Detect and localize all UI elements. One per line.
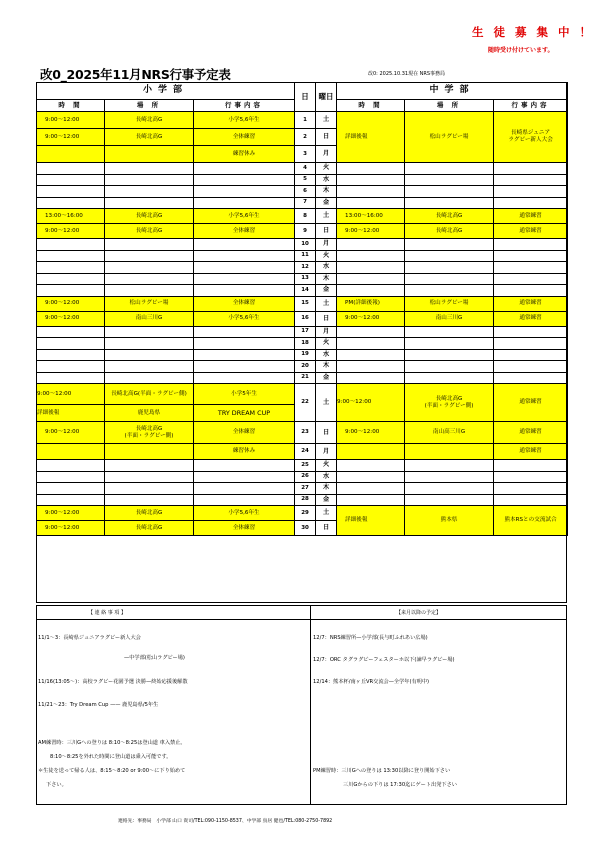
e-event-cell: 全体練習 bbox=[194, 422, 295, 444]
day-cell: 8 bbox=[295, 209, 316, 224]
weekday-cell: 水 bbox=[316, 471, 337, 483]
e-time-cell: 13:00～16:00 bbox=[37, 209, 105, 224]
note-line: 8:10～8:25を外れた時間に登山道は乗入可能です。 bbox=[50, 754, 172, 760]
junior-high-header: 中学部 bbox=[337, 83, 568, 100]
day-cell: 4 bbox=[295, 163, 316, 175]
e-event-cell: 小学5,6年生 bbox=[194, 209, 295, 224]
day-cell: 7 bbox=[295, 197, 316, 209]
weekday-header: 曜日 bbox=[316, 83, 337, 112]
e-place-cell: 長崎北高G bbox=[105, 209, 194, 224]
weekday-cell: 日 bbox=[316, 224, 337, 239]
cell-text: TRY DREAM CUP bbox=[217, 409, 271, 417]
e-time-cell: 9:00～12:00 bbox=[37, 506, 105, 521]
cell-text: 詳細後報 bbox=[37, 409, 60, 416]
day-cell: 24 bbox=[295, 444, 316, 460]
e-time-cell: 9:00～12:00 bbox=[37, 129, 105, 146]
schedule-frame bbox=[36, 82, 567, 603]
day-cell: 2 bbox=[295, 129, 316, 146]
j-event-cell: 通常練習 bbox=[494, 422, 568, 444]
day-cell: 15 bbox=[295, 296, 316, 311]
weekday-cell: 日 bbox=[316, 311, 337, 326]
weekday-cell: 水 bbox=[316, 174, 337, 186]
j-time-cell: 詳細後報 bbox=[337, 506, 405, 536]
e-event-header: 行事内容 bbox=[194, 100, 295, 112]
j-event-cell: 通常練習 bbox=[494, 444, 568, 460]
cell-text: 鹿児島県 bbox=[137, 409, 161, 416]
e-time-cell: 9:00～12:00 bbox=[37, 112, 105, 129]
j-place-cell: 熊本県 bbox=[405, 506, 494, 536]
cell-line: 長崎北高G bbox=[111, 390, 138, 397]
e-time-cell: 9:00～12:00 bbox=[37, 296, 105, 311]
day-cell: 1 bbox=[295, 112, 316, 129]
weekday-cell: 金 bbox=[316, 197, 337, 209]
weekday-cell: 月 bbox=[316, 146, 337, 163]
elementary-header: 小学部 bbox=[37, 83, 295, 100]
j-place-cell: 松山ラグビー場 bbox=[405, 296, 494, 311]
cell-text: 小学5年生 bbox=[231, 390, 257, 397]
weekday-cell: 木 bbox=[316, 361, 337, 373]
e-event-cell: 全体練習 bbox=[194, 224, 295, 239]
cell-text: 9:00～12:00 bbox=[37, 390, 72, 397]
note-line: 三川Gからの下りは 17:30迄にゲート出発下さい bbox=[343, 782, 457, 788]
note-line: 12/7：ORC タグラグビーフェスターホ以下(諫早ラグビー場) bbox=[313, 657, 455, 663]
day-cell: 26 bbox=[295, 471, 316, 483]
j-event-header: 行事内容 bbox=[494, 100, 568, 112]
e-event-cell: 全体練習 bbox=[194, 296, 295, 311]
e-event-cell: 練習休み bbox=[194, 146, 295, 163]
weekday-cell: 金 bbox=[316, 494, 337, 506]
j-place-cell: 長崎北高G bbox=[405, 209, 494, 224]
j-event-cell: 通常練習 bbox=[494, 296, 568, 311]
day-cell: 30 bbox=[295, 521, 316, 536]
day-cell: 11 bbox=[295, 250, 316, 262]
notes-header-line bbox=[36, 619, 567, 620]
recruit-subtitle: 随時受け付けています。 bbox=[488, 47, 554, 54]
j-event-cell: 通常練習 bbox=[494, 209, 568, 224]
e-event-cell: 全体練習 bbox=[194, 129, 295, 146]
day-cell: 5 bbox=[295, 174, 316, 186]
e-place-cell: 長崎北高G bbox=[105, 506, 194, 521]
day-cell: 14 bbox=[295, 285, 316, 297]
day-cell: 12 bbox=[295, 262, 316, 274]
e-event-cell: 練習休み bbox=[194, 444, 295, 460]
cell-line: (半面・ラグビー側) bbox=[124, 432, 174, 439]
weekday-cell: 火 bbox=[316, 163, 337, 175]
weekday-cell: 火 bbox=[316, 338, 337, 350]
weekday-cell: 木 bbox=[316, 483, 337, 495]
weekday-cell: 木 bbox=[316, 186, 337, 198]
e-time-cell: 9:00～12:00 bbox=[37, 422, 105, 444]
day-cell: 16 bbox=[295, 311, 316, 326]
note-line: 12/14：熊本杯/南ヶ丘VR交流会—全学年(有明中) bbox=[313, 679, 430, 685]
j-event-cell: 通常練習 bbox=[494, 224, 568, 239]
note-line: PM練習時：三川Gへの登りは 13:30以降に登り開始下さい bbox=[313, 768, 451, 774]
note-line: —中学部(松山ラグビー場) bbox=[124, 655, 185, 661]
j-time-cell: 9:00～12:00 bbox=[337, 384, 405, 422]
weekday-cell: 日 bbox=[316, 521, 337, 536]
weekday-cell: 月 bbox=[316, 326, 337, 338]
note-line: ＊生徒を送って帰る人は、8:15～8:20 or 9:00～に下り始めて bbox=[38, 768, 186, 774]
note-line: 11/21～23：Try Dream Cup —— 鹿児島県/5年生 bbox=[38, 702, 159, 708]
e-place-cell: 長崎北高G bbox=[105, 129, 194, 146]
j-time-header: 時 間 bbox=[337, 100, 405, 112]
notes-divider bbox=[310, 605, 311, 805]
weekday-cell: 水 bbox=[316, 349, 337, 361]
e-place-cell: 長崎北高G bbox=[105, 521, 194, 536]
j-place-cell: 南山三川G bbox=[405, 311, 494, 326]
notes-left-header: 【 連 絡 事 項 】 bbox=[88, 610, 126, 616]
note-line: 12/7：NRS練習所—小学部(長与町ふれあい広場) bbox=[313, 635, 428, 641]
cell-line: (半面・ラグビー側) bbox=[424, 402, 474, 409]
j-time-cell: 9:00～12:00 bbox=[337, 224, 405, 239]
j-time-cell: 詳細後報 bbox=[337, 112, 405, 163]
day-cell: 10 bbox=[295, 239, 316, 251]
weekday-cell: 日 bbox=[316, 129, 337, 146]
weekday-cell: 日 bbox=[316, 422, 337, 444]
recruit-banner: 生 徒 募 集 中 ！ bbox=[472, 25, 595, 39]
day-cell: 17 bbox=[295, 326, 316, 338]
day-cell: 21 bbox=[295, 372, 316, 384]
day-cell: 9 bbox=[295, 224, 316, 239]
note-line: 下さい。 bbox=[46, 782, 67, 788]
cell-line: 長崎県ジュニア bbox=[511, 130, 551, 137]
note-line: 11/1～3：長崎県ジュニアラグビー新人大会 bbox=[38, 635, 141, 641]
j-place-cell: 松山ラグビー場 bbox=[405, 112, 494, 163]
page-title: 改0_2025年11月NRS行事予定表 bbox=[40, 67, 231, 82]
day-cell: 13 bbox=[295, 273, 316, 285]
j-time-cell: 13:00～16:00 bbox=[337, 209, 405, 224]
day-cell: 3 bbox=[295, 146, 316, 163]
j-event-cell: 通常練習 bbox=[494, 384, 568, 422]
weekday-cell: 金 bbox=[316, 285, 337, 297]
e-place-cell: 長崎北高G bbox=[105, 112, 194, 129]
day-cell: 20 bbox=[295, 361, 316, 373]
e-time-header: 時 間 bbox=[37, 100, 105, 112]
weekday-cell: 土 bbox=[316, 296, 337, 311]
e-time-cell: 9:00～12:00 bbox=[37, 224, 105, 239]
cell-line: 長崎北高G bbox=[135, 425, 163, 432]
j-event-cell: 熊本RSとの交流試合 bbox=[494, 506, 568, 536]
j-place-cell: 長崎北高G bbox=[405, 224, 494, 239]
weekday-cell: 木 bbox=[316, 273, 337, 285]
weekday-cell: 土 bbox=[316, 209, 337, 224]
weekday-cell: 火 bbox=[316, 250, 337, 262]
day-header: 日 bbox=[295, 83, 316, 112]
contact-info: 連絡先：事務局 小学部 山口 貴司/TEL:090-1150-8537、中学部 鳥居 健也/TEL:080-2750-7892 bbox=[118, 819, 333, 824]
day-cell: 25 bbox=[295, 460, 316, 472]
note-line: AM練習時：三川Gへの登りは 8:10～8:25は登山道 車入禁止。 bbox=[38, 740, 186, 746]
e-event-cell: 小学5,6年生 bbox=[194, 112, 295, 129]
j-event-cell: 通常練習 bbox=[494, 311, 568, 326]
j-time-cell: 9:00～12:00 bbox=[337, 422, 405, 444]
cell-line: 長崎北高G bbox=[435, 395, 463, 402]
day-cell: 28 bbox=[295, 494, 316, 506]
e-place-header: 場 所 bbox=[105, 100, 194, 112]
day-cell: 22 bbox=[295, 384, 316, 422]
weekday-cell: 土 bbox=[316, 506, 337, 521]
weekday-cell: 金 bbox=[316, 372, 337, 384]
e-time-cell: 9:00～12:00 bbox=[37, 311, 105, 326]
notes-right-header: 【来月以降の予定】 bbox=[396, 610, 442, 616]
e-place-cell: 松山ラグビー場 bbox=[105, 296, 194, 311]
weekday-cell: 月 bbox=[316, 239, 337, 251]
note-line: 11/16(13:05～)：高校ラグビー花園予選 決勝—終始応援後解散 bbox=[38, 679, 188, 685]
j-place-header: 場 所 bbox=[405, 100, 494, 112]
day-cell: 29 bbox=[295, 506, 316, 521]
cell-line: (半面・ラグビー側) bbox=[137, 390, 187, 397]
cell-line: ラグビー新人大会 bbox=[508, 137, 553, 143]
e-time-cell: 9:00～12:00 bbox=[37, 521, 105, 536]
weekday-cell: 土 bbox=[316, 384, 337, 422]
e-event-cell: 全体練習 bbox=[194, 521, 295, 536]
e-place-cell: 南山三川G bbox=[105, 311, 194, 326]
weekday-cell: 土 bbox=[316, 112, 337, 129]
day-cell: 27 bbox=[295, 483, 316, 495]
j-time-cell: PM(詳細後報) bbox=[337, 296, 405, 311]
day-cell: 18 bbox=[295, 338, 316, 350]
day-cell: 23 bbox=[295, 422, 316, 444]
weekday-cell: 月 bbox=[316, 444, 337, 460]
e-event-cell: 小学5,6年生 bbox=[194, 506, 295, 521]
revision-note: 改0: 2025.10.31現在 NRS事務局 bbox=[368, 71, 446, 77]
j-time-cell: 9:00～12:00 bbox=[337, 311, 405, 326]
e-event-cell: 小学5,6年生 bbox=[194, 311, 295, 326]
day-cell: 19 bbox=[295, 349, 316, 361]
j-place-cell: 南山高三川G bbox=[405, 422, 494, 444]
e-place-cell: 長崎北高G bbox=[105, 224, 194, 239]
weekday-cell: 水 bbox=[316, 262, 337, 274]
weekday-cell: 火 bbox=[316, 460, 337, 472]
day-cell: 6 bbox=[295, 186, 316, 198]
